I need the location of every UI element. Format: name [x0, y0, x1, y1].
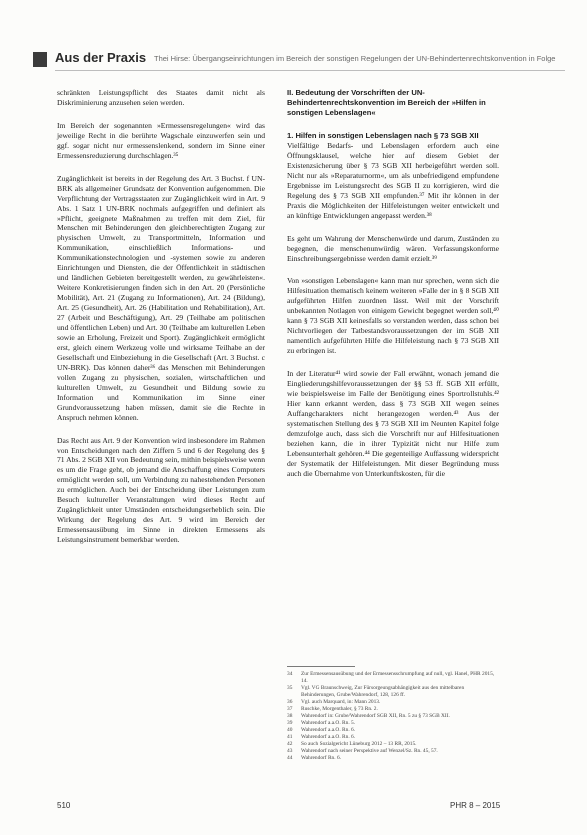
section-marker-square: [33, 52, 47, 67]
footnote: [287, 713, 499, 720]
footnote-number: 40: [287, 727, 293, 733]
section-heading: II. Bedeutung der Vorschriften der UN-Behindertenrechtskonvention im Bereich der »Hilfen in sonstigen Lebenslagen«: [287, 88, 486, 117]
footnote: [287, 755, 499, 762]
footnote-text: Wahrendorf a.a.O. Rn. 6.: [301, 734, 356, 740]
journal-issue: PHR 8 – 2015: [450, 801, 501, 810]
footnote-number: 35: [287, 685, 293, 691]
footnote-text: Wahrendorf in: Grube/Wahrendorf SGB XII, Rn. 5 zu § 73 SGB XII.: [301, 713, 450, 719]
header-section-title: Aus der Praxis: [55, 50, 147, 65]
paragraph: Vielfältige Bedarfs- und Lebenslagen erfordern auch eine Öffnungsklausel, welche hier auf diesem Gebiet der Existenzsicherung über § 73 SGB XII herbeigeführt werden soll. Nicht nur als »Reparaturnorm«, um als unbefriedigend empfundene Ergebnisse im Leistungsrecht des SGB II zu korrigieren, wird die Regelung des § 73 SGB XII empfunden.³⁷ Mit ihr können in der Praxis die Möglichkeiten der Hilfeleistungen weiter entwickelt und an künftige Entwicklungen angepasst werden.³⁸: [287, 141, 499, 220]
footnotes: [287, 671, 499, 762]
footnote-number: 37: [287, 706, 293, 712]
left-column: [57, 88, 265, 558]
footnote-text: Vgl. VG Braunschweig, Zur Fürsorgeungsabhängigkeit aus den mittelbaren Behinderungen, Grube/Wahrendorf, 128, 126 ff.: [301, 685, 465, 698]
paragraph: schränkten Leistungspflicht des Staates damit nicht als Diskriminierung anzusehen seien werden.: [57, 88, 265, 107]
footnote: [287, 671, 499, 685]
footnote-number: 39: [287, 720, 293, 726]
footnote-text: Vgl. auch Marquard, in: Mann 2013.: [301, 699, 381, 705]
footnote: [287, 741, 499, 748]
header-rule: [55, 70, 565, 71]
right-column: [287, 88, 499, 492]
footnote-number: 38: [287, 713, 293, 719]
footnote-number: 34: [287, 671, 293, 677]
footnote: [287, 685, 499, 699]
paragraph: Zugänglichkeit ist bereits in der Regelung des Art. 3 Buchst. f UN-BRK als allgemeiner Grundsatz der Konvention aufgenommen. Die Verpflichtung der Vertragsstaaten zur Zugänglichkeit wird in Art. 9 Abs. 1 Satz 1 UN-BRK nochmals aufgegriffen und definiert als »Pflicht, geeignete Maßnahmen zu treffen mit dem Ziel, für Menschen mit Behinderungen den gleichberechtigten Zugang zur physischen Umwelt, zu Transportmitteln, Information und Kommunikation, einschließlich Informations- und Kommunikationstechnologien und -systemen sowie zu anderen Einrichtungen und Diensten, die der Öffentlichkeit in städtischen und ländlichen Gebieten bereitgestellt werden, zu gewährleisten«. Weitere Konkretisierungen finden sich in den Art. 20 (Persönliche Mobilität), Art. 21 (Zugang zu Informationen), Art. 24 (Bildung), Art. 25 (Gesundheit), Art. 26 (Habilitation und Rehabilitation), Art. 27 (Arbeit und Beschäftigung), Art. 29 (Teilhabe am politischen und öffentlichen Leben) und Art. 30 (Teilhabe am kulturellen Leben sowie an Erholung, Freizeit und Sport). Zugänglichkeit ermöglicht erst, gleich einem Werkzeug volle und wirksame Teilhabe an der Gesellschaft und Einbeziehung in die Gesellschaft (Art. 3 Buchst. c UN-BRK). Das können daher³⁶ das Menschen mit Behinderungen vollen Zugang zu physischen, sozialen, wirtschaftlichen und kulturellen Umwelt, zu Gesundheit und Bildung sowie zu Information und Kommunikation im Sinne einer Grundvoraussetzung haben müssen, damit sie die Rechte in Anspruch nehmen können.: [57, 173, 265, 422]
footnote-text: Wahrendorf nach seiner Perspektive auf Wenzel/Sz. Rn. 45, 57.: [301, 748, 438, 754]
footnote-text: Wahrendorf a.a.O. Rn. 6.: [301, 727, 356, 733]
header-article-title: Thei Hirse: Übergangseinrichtungen im Bereich der sonstigen Regelungen der UN-Behindertenrechtskonvention in Folge: [154, 54, 556, 63]
footnote: [287, 699, 499, 706]
footnote: [287, 748, 499, 755]
page-number: 510: [57, 801, 71, 810]
subsection-heading: 1. Hilfen in sonstigen Lebenslagen nach § 73 SGB XII: [287, 131, 479, 140]
footnote-text: Ruschke, Morgenthaler, § 73 Rn. 2.: [301, 706, 378, 712]
footnote: [287, 706, 499, 713]
footnote-number: 43: [287, 748, 293, 754]
footnote-rule: [287, 666, 355, 667]
running-header: [22, 51, 574, 75]
paragraph: In der Literatur⁴¹ wird sowie der Fall erwähnt, wonach jemand die Eingliederungshilfevoraussetzungen der §§ 53 ff. SGB XII erfüllt, wie beispielsweise im Falle der Benötigung eines Sportrollstuhls.⁴² Hier kann erkannt werden, dass § 73 SGB XII wegen seines Auffangcharakters nicht herangezogen werden.⁴³ Aus der systematischen Stellung des § 73 SGB XII im Neunten Kapitel folge demzufolge auch, dass sich die Vorschrift nur auf Hilfesituationen beziehen kann, die in ihrer Typizität nicht nur Hilfe zum Lebensunterhalt gehören.⁴⁴ Die gegenteilige Auffassung widerspricht der Systematik der Hilfeleistungen. Mit dieser Begründung muss auch die Übernahme von Unterkunftskosten, für die: [287, 369, 499, 478]
footnote-text: Wahrendorf a.a.O. Rn. 5.: [301, 720, 356, 726]
footnote: [287, 720, 499, 727]
footnote-number: 41: [287, 734, 293, 740]
footnote-number: 44: [287, 755, 293, 761]
paragraph: Es geht um Wahrung der Menschenwürde und darum, Zuständen zu begegnen, die menschenunwürdig wären. Verfassungskonforme Einschreibungsergebnisse werden damit erzielt.³⁹: [287, 233, 499, 263]
paragraph: Im Bereich der sogenannten »Ermessensregelungen« wird das jeweilige Recht in die berührte Wagschale einzuwerfen sein und ggf. sogar nicht nur ermessenslenkend, sondern im Sinne einer Ermessensreduzierung durchschlagen.³⁵: [57, 120, 265, 160]
footnote: [287, 734, 499, 741]
footnote-number: 36: [287, 699, 293, 705]
footnote-text: Zur Ermessensausübung und der Ermessensschrumpfung auf null, vgl. Hanel, PHR 2015, 14.: [301, 671, 495, 684]
footnote-text: So auch Sozialgericht Lüneburg 2012 – 13 RR, 2015.: [301, 741, 417, 747]
footnote-text: Wahrendorf Rn. 6.: [301, 755, 341, 761]
footnote-number: 42: [287, 741, 293, 747]
paragraph: Das Recht aus Art. 9 der Konvention wird insbesondere im Rahmen von Entscheidungen nach den Ziffern 5 und 6 der Regelung des § 71 Abs. 2 SGB XII von Bedeutung sein, mithin beispielsweise wenn es um die Frage geht, ob jemand die Anschaffung eines Computers ermöglicht werden soll, um Verbindung zu nahestehenden Personen zu ermöglichen. Auch bei der Entscheidung über Leistungen zum Besuch kultureller Veranstaltungen wird dieses Recht auf Zugänglichkeit unter Umständen entscheidungserheblich sein. Die Wirkung der Regelung des Art. 9 wird im Bereich der Ermessensausübung im Sinne in direkten Ermessens als Leistungsinstrument bemerkbar werden.: [57, 435, 265, 545]
footnote: [287, 727, 499, 734]
paragraph: Von »sonstigen Lebenslagen« kann man nur sprechen, wenn sich die Hilfesituation thematisch keinem weiteren »Falle der in § 8 SGB XII aufgeführten Hilfen zuordnen lässt. Weil mit der Vorschrift unbekannten Notlagen von einigem Gewicht begegnet werden soll,⁴⁰ kann § 73 SGB XII keinesfalls so verstanden werden, dass schon bei Nichtvorliegen der Tatbestandsvoraussetzungen der im SGB XII namentlich aufgeführten Hilfe die Hilfeleistung nach § 73 SGB XII zu erbringen ist.: [287, 276, 499, 356]
